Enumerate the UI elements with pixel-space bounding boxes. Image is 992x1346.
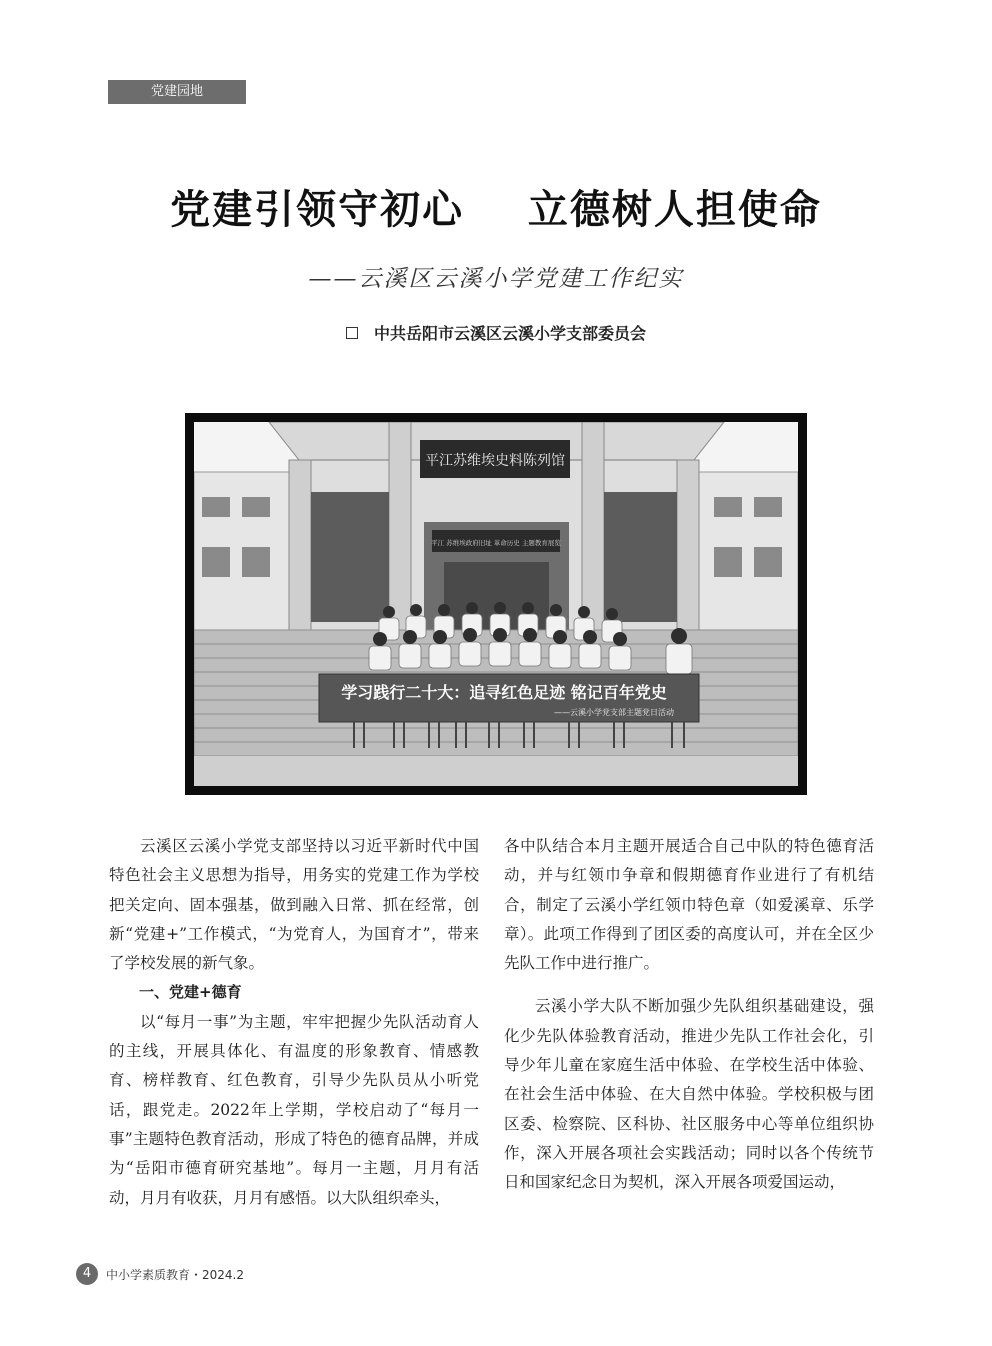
page-number: 4 <box>76 1263 98 1285</box>
article-title: 党建引领守初心 立德树人担使命 <box>170 187 822 233</box>
journal-info: 中小学素质教育・2024.2 <box>106 1267 244 1282</box>
entrance-sign: 平江 苏维埃政府旧址 革命历史 主题教育展览 <box>431 539 561 547</box>
group-photo-illustration <box>194 422 798 786</box>
byline <box>0 321 992 344</box>
page-footer <box>76 1263 244 1285</box>
photo-frame <box>185 413 807 795</box>
intro-paragraph: 云溪区云溪小学党支部坚持以习近平新时代中国特色社会主义思想为指导，用务实的党建工作为学校把关定向、固本强基，做到融入日常、抓在经常，创新“党建+”工作模式，“为党育人，为国育才”，带来了学校发展的新气象。 <box>109 837 479 973</box>
banner-sub-text: ——云溪小学党支部主题党日活动 <box>554 708 674 717</box>
body-column-left <box>109 832 479 1213</box>
section-heading: 一、党建+德育 <box>139 983 242 1002</box>
building-sign: 平江苏维埃史料陈列馆 <box>425 453 565 469</box>
body-paragraph: 各中队结合本月主题开展适合自己中队的特色德育活动，并与红领巾争章和假期德育作业进行了有机结合，制定了云溪小学红领巾特色章（如爱溪章、乐学章）。此项工作得到了团区委的高度认可，并在全区少先队工作中进行推广。 <box>504 837 874 973</box>
square-box-icon <box>346 327 358 339</box>
banner-main-text: 学习践行二十大：追寻红色足迹 铭记百年党史 <box>341 683 667 702</box>
group-photo <box>194 422 798 786</box>
body-paragraph: 云溪小学大队不断加强少先队组织基础建设，强化少先队体验教育活动，推进少先队工作社会化，引导少年儿童在家庭生活中体验、在学校生活中体验、在社会生活中体验、在大自然中体验。学校积极与团区委、检察院、区科协、社区服务中心等单位组织协作，深入开展各项社会实践活动；同时以各个传统节日和国家纪念日为契机，深入开展各项爱国运动， <box>504 997 874 1192</box>
section-tag: 党建园地 <box>108 80 246 104</box>
byline-author: 中共岳阳市云溪区云溪小学支部委员会 <box>373 324 646 343</box>
body-paragraph: 以“每月一事”为主题，牢牢把握少先队活动育人的主线，开展具体化、有温度的形象教育、情感教育、榜样教育、红色教育，引导少先队员从小听党话，跟党走。2022年上学期，学校启动了“每月一事”主题特色教育活动，形成了特色的德育品牌，并成为“岳阳市德育研究基地”。每月一主题，月月有活动，月月有收获，月月有感悟。以大队组织牵头， <box>109 1012 479 1207</box>
article-subtitle: ——云溪区云溪小学党建工作纪实 <box>308 266 684 292</box>
body-column-right <box>504 832 874 1198</box>
